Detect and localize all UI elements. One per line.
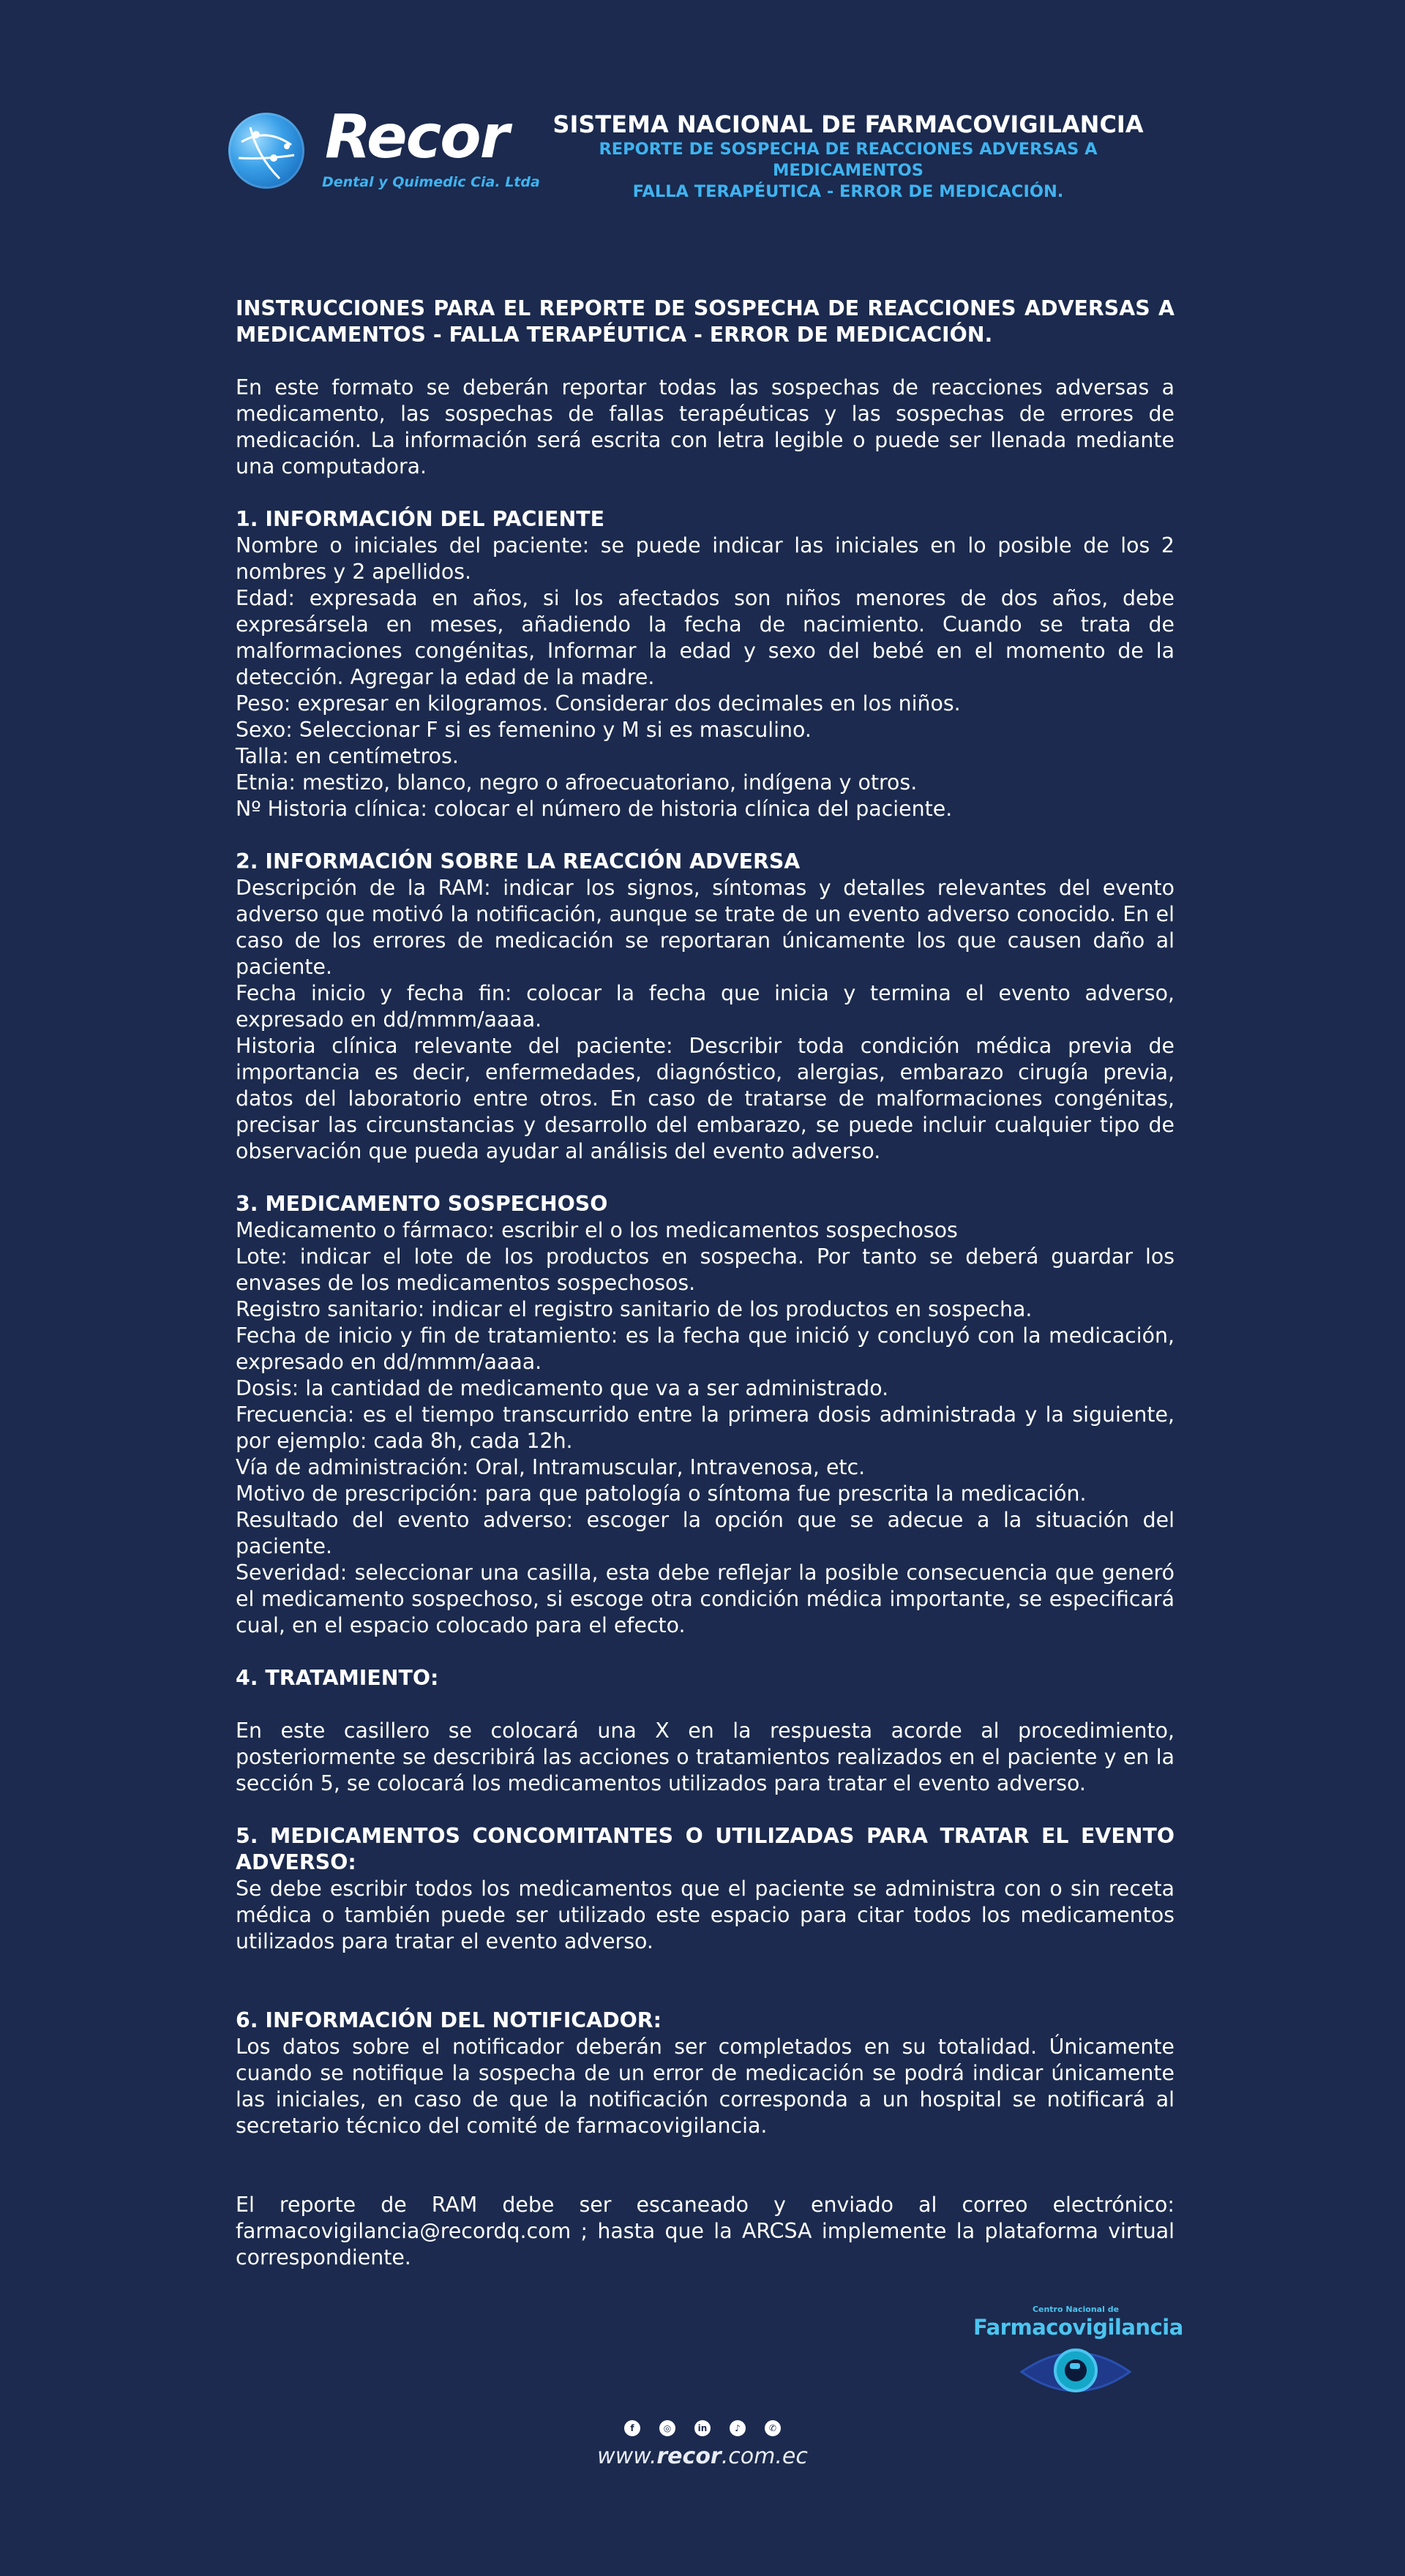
- system-title: SISTEMA NACIONAL DE FARMACOVIGILANCIA: [552, 110, 1144, 138]
- farmacovigilancia-badge: [973, 2305, 1183, 2407]
- section-heading: 3. MEDICAMENTO SOSPECHOSO: [236, 1192, 608, 1216]
- facebook-icon[interactable]: f: [624, 2420, 640, 2436]
- section-line: Nº Historia clínica: colocar el número de historia clínica del paciente.: [236, 797, 953, 821]
- section-line: Edad: expresada en años, si los afectados son niños menores de dos años, debe expresársela en meses, añadiendo la fecha de nacimiento. Cuando se trata de malformaciones congénitas, Informar la edad y sexo del bebé en el momento de la detección. Agregar la edad de la madre.: [236, 586, 1174, 689]
- eye-icon: [1019, 2341, 1133, 2403]
- closing-paragraph: El reporte de RAM debe ser escaneado y enviado al correo electrónico: farmacovigilancia@recordq.com ; hasta que la ARCSA implemente la plataforma virtual correspondiente.: [236, 2193, 1174, 2269]
- section-text: En este casillero se colocará una X en la respuesta acorde al procedimiento, posteriormente se describirá las acciones o tratamientos realizados en el paciente y en la sección 5, se colocará los medicamentos utilizados para tratar el evento adverso.: [236, 1719, 1174, 1795]
- logo-subtitle: Dental y Quimedic Cia. Ltda: [322, 174, 540, 190]
- instagram-icon[interactable]: ◎: [659, 2420, 675, 2436]
- section-line: Registro sanitario: indicar el registro sanitario de los productos en sospecha.: [236, 1297, 1033, 1321]
- social-links: [0, 2420, 1405, 2436]
- section-line: Etnia: mestizo, blanco, negro o afroecuatoriano, indígena y otros.: [236, 770, 918, 795]
- main-title: INSTRUCCIONES PARA EL REPORTE DE SOSPECHA DE REACCIONES ADVERSAS A MEDICAMENTOS - FALLA TERAPÉUTICA - ERROR DE MEDICACIÓN.: [236, 296, 1174, 347]
- recor-logo: [228, 101, 540, 190]
- section-line: Vía de administración: Oral, Intramuscular, Intravenosa, etc.: [236, 1455, 866, 1479]
- badge-small-text: Centro Nacional de: [1032, 2305, 1120, 2314]
- section-line: Motivo de prescripción: para que patología o síntoma fue prescrita la medicación.: [236, 1482, 1087, 1506]
- section-line: Historia clínica relevante del paciente: Describir toda condición médica previa de importancia es decir, enfermedades, diagnóstico, alergias, embarazo cirugía previa, datos del laboratorio entre otros. En caso de tratarse de malformaciones congénitas, precisar las circunstancias y desarrollo del embarazo, se puede incluir cualquier tipo de observación que pueda ayudar al análisis del evento adverso.: [236, 1034, 1174, 1163]
- section-line: Talla: en centímetros.: [236, 744, 459, 768]
- section-text: Se debe escribir todos los medicamentos que el paciente se administra con o sin receta médica o también puede ser utilizado este espacio para citar todos los medicamentos utilizados para tratar el evento adverso.: [236, 1877, 1174, 1953]
- linkedin-icon[interactable]: in: [694, 2420, 711, 2436]
- instructions-body: [236, 296, 1174, 2271]
- section-line: Fecha de inicio y fin de tratamiento: es la fecha que inició y concluyó con la medicación, expresado en dd/mmm/aaaa.: [236, 1323, 1174, 1374]
- whatsapp-icon[interactable]: ✆: [765, 2420, 781, 2436]
- section-text: Los datos sobre el notificador deberán ser completados en su totalidad. Únicamente cuando se notifique la sospecha de un error de medicación se podrá indicar únicamente las iniciales, en caso de que la notificación corresponda a un hospital se notificará al secretario técnico del comité de farmacovigilancia.: [236, 2035, 1174, 2138]
- page-header: [228, 88, 1175, 201]
- report-subtitle-2: FALLA TERAPÉUTICA - ERROR DE MEDICACIÓN.: [632, 182, 1064, 201]
- intro-paragraph: En este formato se deberán reportar todas las sospechas de reacciones adversas a medicamento, las sospechas de fallas terapéuticas y las sospechas de errores de medicación. La información será escrita con letra legible o puede ser llenada mediante una computadora.: [236, 375, 1174, 478]
- badge-title: Farmacovigilancia: [973, 2315, 1183, 2340]
- section-notifier-info: [236, 2008, 1174, 2139]
- section-line: Lote: indicar el lote de los productos en sospecha. Por tanto se deberá guardar los envases de los medicamentos sospechosos.: [236, 1244, 1174, 1295]
- section-patient-info: [236, 506, 1174, 822]
- section-suspect-drug: [236, 1191, 1174, 1639]
- page-footer: [0, 2420, 1405, 2469]
- website-link[interactable]: [0, 2444, 1405, 2469]
- section-line: Frecuencia: es el tiempo transcurrido entre la primera dosis administrada y la siguiente, por ejemplo: cada 8h, cada 12h.: [236, 1402, 1174, 1453]
- web-bold: recor: [656, 2444, 722, 2469]
- report-subtitle-1: REPORTE DE SOSPECHA DE REACCIONES ADVERSAS A MEDICAMENTOS: [599, 140, 1098, 180]
- section-heading: 5. MEDICAMENTOS CONCOMITANTES O UTILIZADAS PARA TRATAR EL EVENTO ADVERSO:: [236, 1824, 1174, 1874]
- logo-name: Recor: [325, 102, 509, 172]
- section-concomitant-drugs: [236, 1823, 1174, 1955]
- section-line: Sexo: Seleccionar F si es femenino y M si es masculino.: [236, 718, 812, 742]
- section-line: Dosis: la cantidad de medicamento que va a ser administrado.: [236, 1376, 889, 1400]
- section-heading: 6. INFORMACIÓN DEL NOTIFICADOR:: [236, 2008, 662, 2032]
- section-line: Severidad: seleccionar una casilla, esta debe reflejar la posible consecuencia que generó el medicamento sospechoso, si escoge otra condición médica importante, se especificará cual, en el espacio colocado para el efecto.: [236, 1561, 1174, 1637]
- globe-icon: [228, 113, 304, 189]
- header-titles: [521, 110, 1175, 203]
- section-adverse-reaction: [236, 849, 1174, 1165]
- section-line: Resultado del evento adverso: escoger la opción que se adecue a la situación del paciente.: [236, 1508, 1174, 1558]
- web-prefix: www.: [597, 2444, 657, 2469]
- section-line: Peso: expresar en kilogramos. Considerar dos decimales en los niños.: [236, 691, 961, 716]
- section-heading: 4. TRATAMIENTO:: [236, 1666, 439, 1690]
- tiktok-icon[interactable]: ♪: [730, 2420, 746, 2436]
- section-heading: 1. INFORMACIÓN DEL PACIENTE: [236, 507, 604, 531]
- section-line: Descripción de la RAM: indicar los signos, síntomas y detalles relevantes del evento adverso que motivó la notificación, aunque se trate de un evento adverso conocido. En el caso de los errores de medicación se reportaran únicamente los que causen daño al paciente.: [236, 876, 1174, 979]
- section-line: Fecha inicio y fecha fin: colocar la fecha que inicia y termina el evento adverso, expresado en dd/mmm/aaaa.: [236, 981, 1174, 1032]
- web-suffix: .com.ec: [721, 2444, 808, 2469]
- section-line: Nombre o iniciales del paciente: se puede indicar las iniciales en lo posible de los 2 nombres y 2 apellidos.: [236, 533, 1174, 584]
- section-line: Medicamento o fármaco: escribir el o los medicamentos sospechosos: [236, 1218, 958, 1242]
- section-heading: 2. INFORMACIÓN SOBRE LA REACCIÓN ADVERSA: [236, 849, 801, 874]
- section-treatment: [236, 1665, 1174, 1797]
